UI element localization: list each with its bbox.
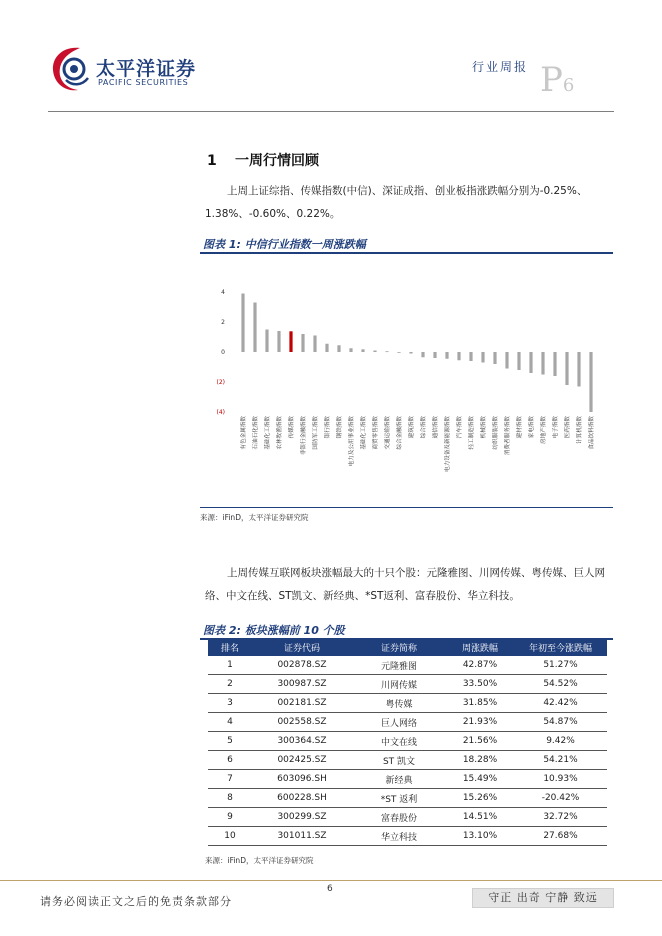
company-name-cn: 太平洋证券: [96, 58, 197, 80]
cell-weekly-change: 42.87%: [446, 656, 514, 675]
cell-code: 002425.SZ: [252, 751, 352, 770]
bar-chart-svg: [207, 262, 613, 507]
figure1-bottom-rule: [200, 507, 613, 508]
page-letter: P: [540, 60, 563, 100]
industry-index-chart: [207, 262, 613, 512]
x-tick-label: 电子指数: [553, 416, 559, 439]
x-tick-label: 建材指数: [517, 416, 523, 439]
x-tick-label: 消费者服务指数: [505, 416, 511, 456]
cell-rank: 9: [208, 808, 252, 827]
table-row: [208, 675, 607, 694]
header-page-marker: [540, 60, 574, 100]
bar-10: [361, 349, 364, 352]
cell-code: 002558.SZ: [252, 713, 352, 732]
bar-23: [517, 352, 520, 370]
bar-26: [553, 352, 556, 376]
table-row: [208, 770, 607, 789]
cell-ytd-change: 54.21%: [514, 751, 607, 770]
x-tick-label: 传媒指数: [289, 416, 295, 439]
cell-name: 中文在线: [352, 732, 446, 751]
x-tick-label: 电力及公用事业指数: [349, 416, 355, 467]
cell-rank: 5: [208, 732, 252, 751]
bar-22: [505, 352, 508, 369]
y-tick-label: 2: [221, 319, 225, 326]
cell-weekly-change: 33.50%: [446, 675, 514, 694]
cell-ytd-change: 51.27%: [514, 656, 607, 675]
cell-weekly-change: 15.49%: [446, 770, 514, 789]
y-tick-label: (4): [216, 409, 225, 416]
x-tick-label: 轻工制造指数: [469, 416, 475, 450]
x-tick-label: 电力设备及新能源指数: [445, 416, 451, 472]
cell-rank: 2: [208, 675, 252, 694]
section-heading: [207, 150, 319, 170]
cell-weekly-change: 13.10%: [446, 827, 514, 846]
table-row: [208, 751, 607, 770]
cell-rank: 8: [208, 789, 252, 808]
x-tick-label: 交通运输指数: [385, 416, 391, 450]
bar-8: [337, 345, 340, 352]
bar-20: [481, 352, 484, 363]
x-tick-label: 基础化工指数: [361, 416, 367, 450]
cell-ytd-change: 54.52%: [514, 675, 607, 694]
bar-11: [373, 351, 376, 353]
cell-name: 巨人网络: [352, 713, 446, 732]
table-row: [208, 732, 607, 751]
col-ytd-change: 年初至今涨跌幅: [514, 639, 607, 656]
x-tick-label: 基础化工指数: [265, 416, 271, 450]
figure2-title: [200, 622, 613, 640]
chart-bars: [241, 294, 592, 413]
table-body: [208, 656, 607, 846]
x-tick-label: 非银行金融指数: [301, 416, 307, 456]
bar-0: [241, 294, 244, 353]
table-row: [208, 789, 607, 808]
x-tick-label: 国防军工指数: [313, 416, 319, 450]
bar-1: [253, 303, 256, 353]
cell-code: 300299.SZ: [252, 808, 352, 827]
cell-rank: 6: [208, 751, 252, 770]
bar-2: [265, 330, 268, 353]
bar-15: [421, 352, 424, 357]
x-tick-label: 汽车指数: [457, 416, 463, 439]
x-tick-label: 食品饮料指数: [589, 416, 595, 450]
x-tick-label: 机械指数: [481, 416, 487, 439]
figure2-source: 来源：iFinD，太平洋证券研究院: [205, 856, 314, 865]
cell-code: 002181.SZ: [252, 694, 352, 713]
table-row: [208, 713, 607, 732]
bar-28: [577, 352, 580, 387]
table-row: [208, 656, 607, 675]
cell-code: 600228.SH: [252, 789, 352, 808]
cell-code: 300364.SZ: [252, 732, 352, 751]
cell-name: 新经典: [352, 770, 446, 789]
figure1-title: [200, 236, 613, 254]
cell-code: 002878.SZ: [252, 656, 352, 675]
cell-ytd-change: -20.42%: [514, 789, 607, 808]
cell-name: *ST 返利: [352, 789, 446, 808]
report-type: 行业周报: [472, 60, 529, 74]
cell-rank: 1: [208, 656, 252, 675]
cell-weekly-change: 15.26%: [446, 789, 514, 808]
cell-name: 华立科技: [352, 827, 446, 846]
x-tick-label: 综合金融指数: [397, 416, 403, 450]
x-axis-labels: [239, 416, 595, 472]
table-header-row: [208, 639, 607, 656]
bar-3: [277, 331, 280, 352]
page-digit: 6: [562, 75, 575, 96]
top-stocks-table: [208, 639, 607, 846]
figure1-title-text: 图表 1: 中信行业指数一周涨跌幅: [203, 238, 366, 251]
cell-name: 元隆雅图: [352, 656, 446, 675]
cell-rank: 10: [208, 827, 252, 846]
cell-weekly-change: 21.56%: [446, 732, 514, 751]
bar-21: [493, 352, 496, 364]
footer-slogan: 守正 出奇 宁静 致远: [472, 888, 614, 908]
pacific-logo-icon: [50, 42, 94, 94]
x-tick-label: 银行指数: [325, 416, 331, 439]
figure2-title-text: 图表 2: 板块涨幅前 10 个股: [203, 624, 345, 637]
cell-weekly-change: 31.85%: [446, 694, 514, 713]
cell-ytd-change: 9.42%: [514, 732, 607, 751]
paragraph-market-review: 上周上证综指、传媒指数(中信)、深证成指、创业板指涨跌幅分别为-0.25%、1.38%、-0.60%、0.22%。: [205, 185, 588, 220]
col-rank: 排名: [208, 639, 252, 656]
x-tick-label: 计算机指数: [577, 416, 583, 444]
bar-14: [409, 352, 412, 354]
cell-code: 300987.SZ: [252, 675, 352, 694]
x-tick-label: 综合指数: [421, 416, 427, 439]
cell-rank: 7: [208, 770, 252, 789]
cell-weekly-change: 14.51%: [446, 808, 514, 827]
bar-4: [289, 331, 292, 352]
y-axis: [217, 289, 226, 416]
col-name: 证券简称: [352, 639, 446, 656]
figure1-source: 来源：iFinD，太平洋证券研究院: [200, 513, 309, 522]
x-tick-label: 商贸零售指数: [373, 416, 379, 450]
bar-25: [541, 352, 544, 375]
company-name-en: PACIFIC SECURITIES: [98, 78, 189, 87]
table-row: [208, 694, 607, 713]
x-tick-label: 钢铁指数: [337, 416, 343, 439]
cell-name: 富春股份: [352, 808, 446, 827]
bar-9: [349, 348, 352, 352]
x-tick-label: 通信指数: [433, 416, 439, 439]
cell-code: 301011.SZ: [252, 827, 352, 846]
x-tick-label: 建筑指数: [409, 416, 415, 439]
x-tick-label: 石油石化指数: [253, 416, 259, 450]
bar-29: [589, 352, 592, 412]
cell-ytd-change: 32.72%: [514, 808, 607, 827]
x-tick-label: 医药指数: [565, 416, 571, 439]
bar-18: [457, 352, 460, 360]
cell-code: 603096.SH: [252, 770, 352, 789]
header-divider: [48, 111, 614, 112]
cell-name: 川网传媒: [352, 675, 446, 694]
footer-divider: [0, 880, 662, 881]
cell-ytd-change: 10.93%: [514, 770, 607, 789]
bar-24: [529, 352, 532, 373]
bar-5: [301, 334, 304, 352]
x-tick-label: 房地产指数: [541, 416, 547, 444]
table-row: [208, 827, 607, 846]
bar-27: [565, 352, 568, 385]
y-tick-label: 0: [221, 349, 225, 356]
cell-weekly-change: 21.93%: [446, 713, 514, 732]
paragraph-top-stocks: 上周传媒互联网板块涨幅最大的十只个股：元隆雅图、川网传媒、粤传媒、巨人网络、中文在线、ST凯文、新经典、*ST返利、富春股份、华立科技。: [205, 567, 605, 602]
col-code: 证券代码: [252, 639, 352, 656]
cell-name: ST 凯文: [352, 751, 446, 770]
cell-rank: 4: [208, 713, 252, 732]
bar-13: [397, 352, 400, 353]
section-title: 一周行情回顾: [235, 153, 319, 169]
cell-rank: 3: [208, 694, 252, 713]
cell-ytd-change: 54.87%: [514, 713, 607, 732]
footer-disclaimer: 请务必阅读正文之后的免责条款部分: [40, 895, 232, 908]
cell-ytd-change: 27.68%: [514, 827, 607, 846]
x-tick-label: 农林牧渔指数: [277, 416, 283, 450]
table-row: [208, 808, 607, 827]
footer-page-number: 6: [327, 884, 333, 894]
bar-6: [313, 336, 316, 353]
bar-16: [433, 352, 436, 358]
x-tick-label: 家电指数: [529, 416, 535, 439]
x-tick-label: 纺织服装指数: [493, 416, 499, 450]
section-number: 1: [207, 153, 217, 169]
cell-ytd-change: 42.42%: [514, 694, 607, 713]
bar-19: [469, 352, 472, 361]
col-weekly-change: 周涨跌幅: [446, 639, 514, 656]
bar-7: [325, 344, 328, 352]
cell-name: 粤传媒: [352, 694, 446, 713]
y-tick-label: (2): [216, 379, 225, 386]
y-tick-label: 4: [221, 289, 225, 296]
cell-weekly-change: 18.28%: [446, 751, 514, 770]
bar-12: [385, 351, 388, 352]
x-tick-label: 有色金属指数: [241, 416, 247, 450]
bar-17: [445, 352, 448, 359]
